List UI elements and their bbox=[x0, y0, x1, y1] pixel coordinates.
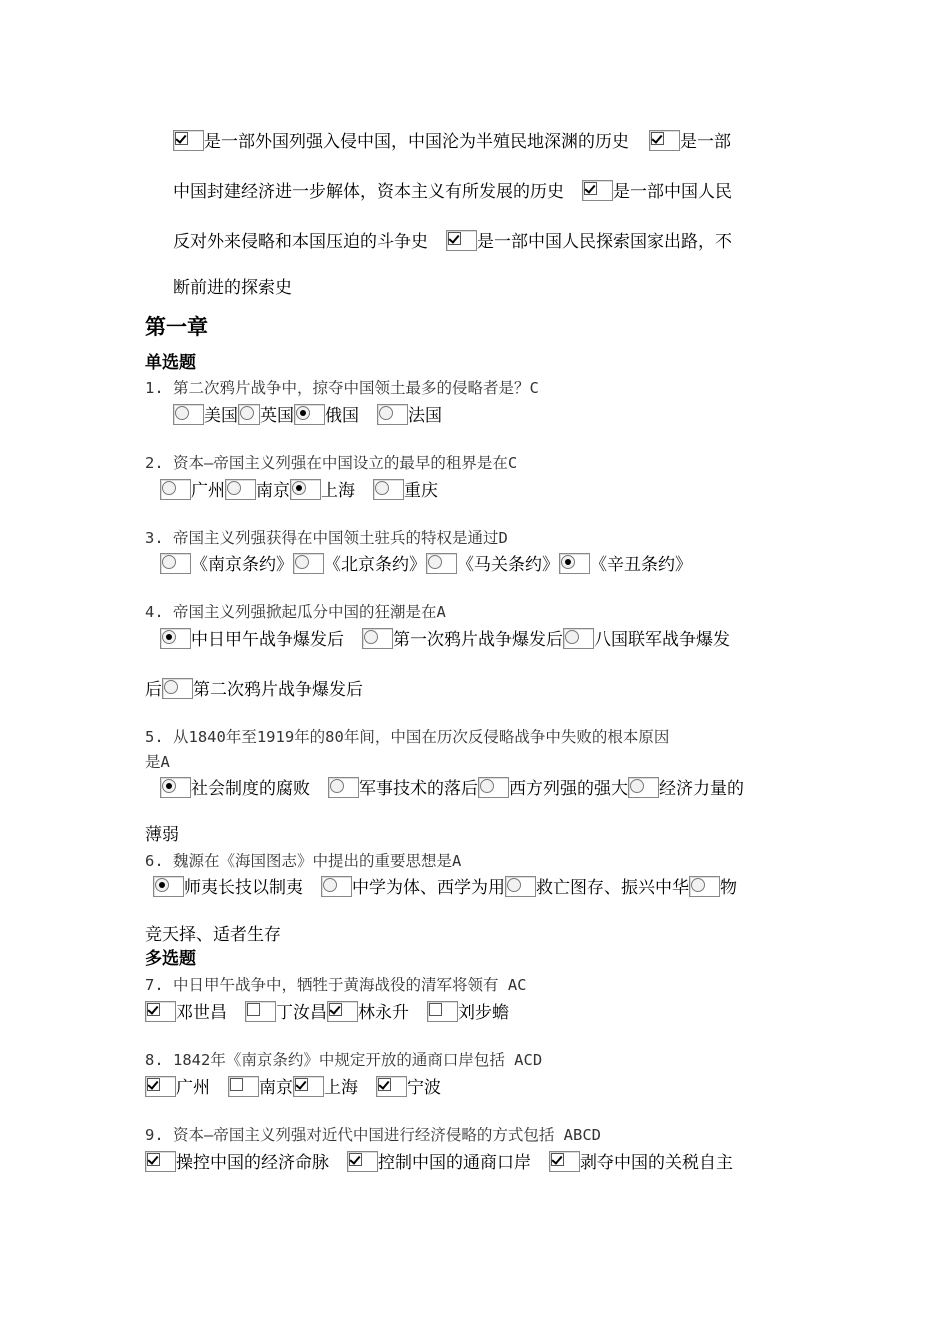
radio-button[interactable] bbox=[478, 777, 509, 798]
option-row bbox=[145, 1151, 733, 1174]
option-label: 操控中国的经济命脉 bbox=[176, 1153, 329, 1173]
check-icon bbox=[147, 1153, 160, 1166]
option-row bbox=[145, 1001, 509, 1024]
option-label: 八国联军战争爆发 bbox=[594, 630, 730, 650]
option-label: 《北京条约》 bbox=[324, 555, 426, 575]
radio-button[interactable] bbox=[563, 628, 594, 649]
checkbox[interactable] bbox=[327, 1001, 358, 1022]
checkbox[interactable] bbox=[228, 1076, 259, 1097]
checkbox[interactable] bbox=[549, 1151, 580, 1172]
radio-button[interactable] bbox=[505, 876, 536, 897]
radio-button[interactable] bbox=[160, 553, 191, 574]
radio-icon bbox=[162, 481, 176, 495]
section-heading-single: 单选题 bbox=[145, 353, 196, 373]
intro-line-1 bbox=[173, 130, 731, 153]
option-row bbox=[145, 1076, 441, 1099]
radio-icon bbox=[428, 555, 442, 569]
radio-button[interactable] bbox=[173, 404, 204, 425]
option-row bbox=[160, 553, 692, 576]
radio-button[interactable] bbox=[321, 876, 352, 897]
option-label: 西方列强的强大 bbox=[509, 779, 628, 799]
option-label: 军事技术的落后 bbox=[359, 779, 478, 799]
checkbox[interactable] bbox=[145, 1001, 176, 1022]
option-label-wrap: 竞天择、适者生存 bbox=[145, 925, 281, 945]
option-label: 法国 bbox=[408, 406, 442, 426]
option-label: 上海 bbox=[321, 481, 355, 501]
radio-icon bbox=[240, 406, 254, 420]
radio-icon bbox=[364, 630, 378, 644]
option-label: 俄国 bbox=[325, 406, 359, 426]
option-row bbox=[160, 628, 730, 651]
checkbox[interactable] bbox=[145, 1151, 176, 1172]
radio-icon bbox=[330, 779, 344, 793]
intro-text: 是一部中国人民探索国家出路，不 bbox=[477, 232, 732, 252]
checkbox[interactable] bbox=[582, 180, 613, 201]
intro-text: 反对外来侵略和本国压迫的斗争史 bbox=[173, 232, 428, 252]
check-icon bbox=[651, 132, 664, 145]
option-label: 中学为体、西学为用 bbox=[352, 878, 505, 898]
check-icon bbox=[429, 1003, 442, 1016]
question-stem: 3. 帝国主义列强获得在中国领土驻兵的特权是通过D bbox=[145, 529, 508, 547]
radio-icon bbox=[630, 779, 644, 793]
radio-icon bbox=[507, 878, 521, 892]
option-label: 英国 bbox=[260, 406, 294, 426]
intro-text: 是一部 bbox=[680, 132, 731, 152]
intro-line-2 bbox=[173, 180, 732, 203]
check-icon bbox=[584, 182, 597, 195]
intro-text: 中国封建经济进一步解体，资本主义有所发展的历史 bbox=[173, 182, 564, 202]
option-label: 《辛丑条约》 bbox=[590, 555, 692, 575]
option-label: 《马关条约》 bbox=[457, 555, 559, 575]
option-row bbox=[160, 479, 438, 502]
option-row bbox=[160, 777, 744, 800]
radio-icon bbox=[565, 630, 579, 644]
radio-button[interactable] bbox=[628, 777, 659, 798]
checkbox[interactable] bbox=[293, 1076, 324, 1097]
checkbox[interactable] bbox=[446, 230, 477, 251]
question-stem: 8. 1842年《南京条约》中规定开放的通商口岸包括 ACD bbox=[145, 1051, 543, 1069]
option-label: 师夷长技以制夷 bbox=[184, 878, 303, 898]
radio-icon bbox=[162, 555, 176, 569]
option-label: 林永升 bbox=[358, 1003, 409, 1023]
check-icon bbox=[147, 1078, 160, 1091]
check-icon bbox=[230, 1078, 243, 1091]
option-label-wrap: 薄弱 bbox=[145, 825, 179, 845]
radio-icon bbox=[175, 406, 189, 420]
question-stem-cont: 是A bbox=[145, 753, 170, 771]
checkbox[interactable] bbox=[245, 1001, 276, 1022]
checkbox[interactable] bbox=[145, 1076, 176, 1097]
radio-button[interactable] bbox=[153, 876, 184, 897]
check-icon bbox=[147, 1003, 160, 1016]
chapter-title: 第一章 bbox=[145, 315, 208, 339]
option-label: 剥夺中国的关税自主 bbox=[580, 1153, 733, 1173]
radio-button[interactable] bbox=[293, 553, 324, 574]
check-icon bbox=[349, 1153, 362, 1166]
checkbox[interactable] bbox=[376, 1076, 407, 1097]
radio-icon bbox=[227, 481, 241, 495]
radio-icon bbox=[480, 779, 494, 793]
option-label: 丁汝昌 bbox=[276, 1003, 327, 1023]
checkbox[interactable] bbox=[347, 1151, 378, 1172]
radio-button[interactable] bbox=[373, 479, 404, 500]
radio-button[interactable] bbox=[328, 777, 359, 798]
check-icon bbox=[448, 232, 461, 245]
radio-button[interactable] bbox=[294, 404, 325, 425]
radio-icon bbox=[379, 406, 393, 420]
radio-icon bbox=[561, 555, 575, 569]
radio-icon bbox=[164, 680, 178, 694]
check-icon bbox=[378, 1078, 391, 1091]
radio-button[interactable] bbox=[160, 777, 191, 798]
radio-button[interactable] bbox=[160, 628, 191, 649]
question-stem: 9. 资本—帝国主义列强对近代中国进行经济侵略的方式包括 ABCD bbox=[145, 1126, 601, 1144]
checkbox[interactable] bbox=[427, 1001, 458, 1022]
radio-icon bbox=[375, 481, 389, 495]
question-stem: 6. 魏源在《海国图志》中提出的重要思想是A bbox=[145, 852, 462, 870]
option-label: 《南京条约》 bbox=[191, 555, 293, 575]
radio-button[interactable] bbox=[559, 553, 590, 574]
option-label: 物 bbox=[720, 878, 737, 898]
radio-button[interactable] bbox=[160, 479, 191, 500]
check-icon bbox=[247, 1003, 260, 1016]
radio-button[interactable] bbox=[290, 479, 321, 500]
radio-icon bbox=[295, 555, 309, 569]
question-stem: 4. 帝国主义列强掀起瓜分中国的狂潮是在A bbox=[145, 603, 446, 621]
radio-icon bbox=[296, 406, 310, 420]
question-stem: 1. 第二次鸦片战争中，掠夺中国领土最多的侵略者是？C bbox=[145, 379, 539, 397]
radio-icon bbox=[155, 878, 169, 892]
radio-button[interactable] bbox=[377, 404, 408, 425]
option-row bbox=[153, 876, 737, 899]
intro-text: 是一部中国人民 bbox=[613, 182, 732, 202]
checkbox[interactable] bbox=[649, 130, 680, 151]
option-label: 广州 bbox=[176, 1078, 210, 1098]
option-label: 南京 bbox=[259, 1078, 293, 1098]
checkbox[interactable] bbox=[173, 130, 204, 151]
question-stem: 5. 从1840年至1919年的80年间，中国在历次反侵略战争中失败的根本原因 bbox=[145, 728, 670, 746]
option-label: 控制中国的通商口岸 bbox=[378, 1153, 531, 1173]
check-icon bbox=[551, 1153, 564, 1166]
radio-button[interactable] bbox=[426, 553, 457, 574]
radio-icon bbox=[323, 878, 337, 892]
option-label: 南京 bbox=[256, 481, 290, 501]
radio-button[interactable] bbox=[238, 404, 260, 425]
option-label: 广州 bbox=[191, 481, 225, 501]
intro-line-3 bbox=[173, 230, 732, 253]
radio-icon bbox=[162, 779, 176, 793]
check-icon bbox=[175, 132, 188, 145]
radio-icon bbox=[691, 878, 705, 892]
section-heading-multi: 多选题 bbox=[145, 949, 196, 969]
option-row bbox=[173, 404, 442, 427]
option-label: 邓世昌 bbox=[176, 1003, 227, 1023]
check-icon bbox=[329, 1003, 342, 1016]
option-label: 经济力量的 bbox=[659, 779, 744, 799]
option-label: 第一次鸦片战争爆发后 bbox=[393, 630, 563, 650]
option-label: 中日甲午战争爆发后 bbox=[191, 630, 344, 650]
intro-text: 断前进的探索史 bbox=[173, 278, 292, 298]
radio-button[interactable] bbox=[162, 678, 193, 699]
option-row bbox=[145, 678, 363, 701]
check-icon bbox=[295, 1078, 308, 1091]
option-label: 宁波 bbox=[407, 1078, 441, 1098]
option-label: 救亡图存、振兴中华 bbox=[536, 878, 689, 898]
radio-button[interactable] bbox=[362, 628, 393, 649]
option-label: 刘步蟾 bbox=[458, 1003, 509, 1023]
radio-button[interactable] bbox=[225, 479, 256, 500]
option-label: 重庆 bbox=[404, 481, 438, 501]
option-label-wrap: 后 bbox=[145, 680, 162, 700]
radio-icon bbox=[292, 481, 306, 495]
option-label: 社会制度的腐败 bbox=[191, 779, 310, 799]
option-label: 第二次鸦片战争爆发后 bbox=[193, 680, 363, 700]
radio-button[interactable] bbox=[689, 876, 720, 897]
radio-icon bbox=[162, 630, 176, 644]
intro-text: 是一部外国列强入侵中国，中国沦为半殖民地深渊的历史 bbox=[204, 132, 629, 152]
option-label: 美国 bbox=[204, 406, 238, 426]
question-stem: 7. 中日甲午战争中，牺牲于黄海战役的清军将领有 AC bbox=[145, 976, 527, 994]
question-stem: 2. 资本—帝国主义列强在中国设立的最早的租界是在C bbox=[145, 454, 518, 472]
option-label: 上海 bbox=[324, 1078, 358, 1098]
intro-line-4 bbox=[173, 277, 292, 299]
